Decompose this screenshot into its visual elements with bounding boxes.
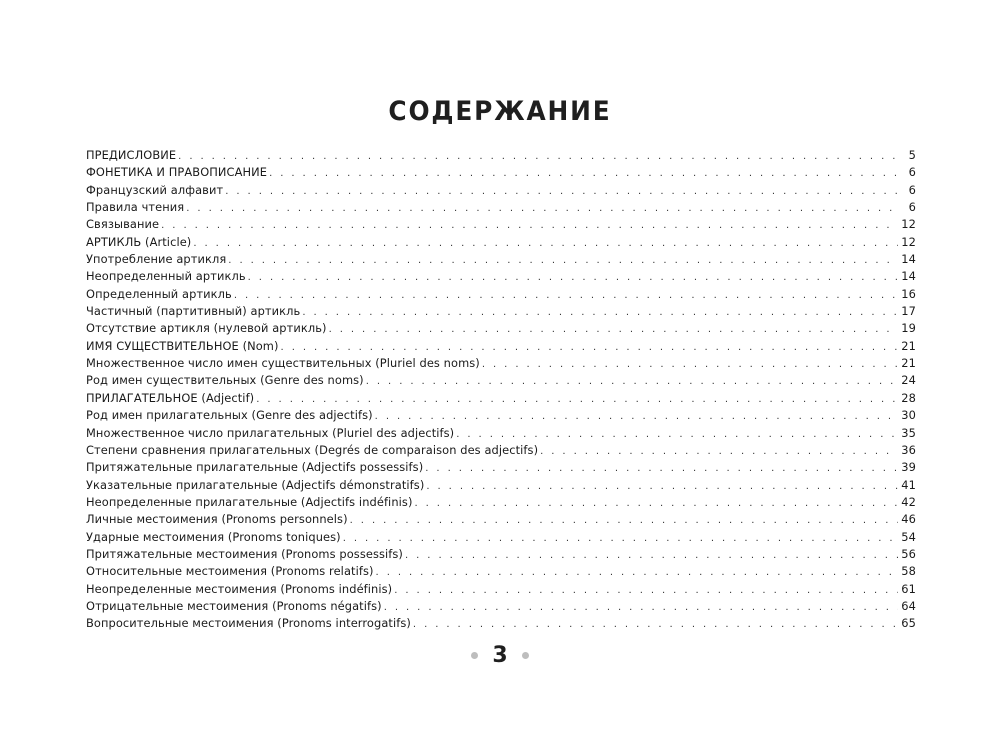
toc-entry[interactable] [86, 390, 916, 407]
toc-entry[interactable] [86, 372, 916, 389]
toc-entry[interactable] [86, 355, 916, 372]
dot-leader [256, 391, 898, 408]
dot-leader [178, 148, 898, 165]
toc-entry-page: 12 [901, 234, 916, 249]
toc-entry-title: Притяжательные прилагательные (Adjectifs possessifs) [86, 460, 424, 475]
toc-entry-page: 41 [901, 477, 916, 492]
toc-entry-page: 5 [908, 148, 916, 162]
toc-entry[interactable] [86, 442, 916, 459]
toc-entry-title: Указательные прилагательные (Adjectifs démonstratifs) [86, 477, 425, 492]
toc-entry-page: 58 [901, 564, 916, 579]
toc-entry-page: 24 [901, 373, 916, 388]
left-dot-ornament [471, 652, 478, 659]
toc-entry[interactable] [86, 529, 916, 546]
dot-leader [366, 373, 898, 390]
toc-entry-title: Неопределенные прилагательные (Adjectifs indéfinis) [86, 494, 413, 509]
table-of-contents [86, 147, 916, 633]
toc-entry[interactable] [86, 199, 916, 216]
toc-entry[interactable] [86, 147, 916, 164]
toc-entry-title: Употребление артикля [86, 252, 227, 267]
toc-entry-title: Множественное число имен существительных (Pluriel des noms) [86, 356, 480, 371]
toc-entry[interactable] [86, 407, 916, 424]
toc-entry-page: 6 [908, 165, 916, 180]
dot-leader [350, 512, 898, 529]
toc-entry[interactable] [86, 182, 916, 199]
toc-entry[interactable] [86, 563, 916, 580]
toc-entry-page: 14 [901, 269, 916, 284]
dot-leader [329, 321, 898, 338]
page-title: СОДЕРЖАНИЕ [388, 96, 612, 127]
dot-leader [384, 599, 898, 616]
toc-entry-page: 46 [901, 512, 916, 527]
toc-entry-title: Род имен прилагательных (Genre des adjectifs) [86, 408, 373, 423]
toc-entry-page: 42 [901, 494, 916, 509]
dot-leader [426, 478, 898, 495]
toc-entry[interactable] [86, 216, 916, 233]
toc-entry-title: Относительные местоимения (Pronoms relatifs) [86, 564, 374, 579]
toc-entry-title: Французский алфавит [86, 182, 224, 197]
dot-leader [281, 339, 898, 356]
dot-leader [405, 547, 898, 564]
toc-entry-title: Неопределенный артикль [86, 269, 246, 284]
toc-entry[interactable] [86, 615, 916, 632]
dot-leader [186, 200, 898, 217]
dot-leader [376, 564, 898, 581]
toc-entry[interactable] [86, 268, 916, 285]
dot-leader [302, 304, 898, 321]
dot-leader [413, 616, 898, 633]
dot-leader [248, 269, 898, 286]
toc-entry-title: Множественное число прилагательных (Pluriel des adjectifs) [86, 425, 455, 440]
dot-leader [375, 408, 898, 425]
toc-entry-page: 28 [901, 390, 916, 405]
toc-entry-title: Отсутствие артикля (нулевой артикль) [86, 321, 327, 336]
toc-entry-page: 21 [901, 338, 916, 353]
dot-leader [225, 183, 898, 200]
toc-entry-title: Частичный (партитивный) артикль [86, 304, 301, 319]
toc-entry-page: 6 [908, 182, 916, 197]
dot-leader [425, 460, 898, 477]
toc-entry[interactable] [86, 164, 916, 181]
toc-entry-title: Притяжательные местоимения (Pronoms possessifs) [86, 546, 403, 561]
dot-leader [540, 443, 898, 460]
dot-leader [394, 582, 898, 599]
toc-entry-page: 6 [908, 200, 916, 215]
toc-entry-page: 30 [901, 408, 916, 423]
dot-leader [228, 252, 898, 269]
toc-entry-title: Ударные местоимения (Pronoms toniques) [86, 529, 341, 544]
toc-entry-title: ИМЯ СУЩЕСТВИТЕЛЬНОЕ (Nom) [86, 338, 279, 353]
toc-entry-page: 17 [901, 304, 916, 319]
toc-entry-title: Род имен существительных (Genre des noms) [86, 373, 364, 388]
toc-entry-page: 65 [901, 616, 916, 631]
toc-entry-title: Связывание [86, 217, 160, 232]
toc-entry[interactable] [86, 581, 916, 598]
toc-entry-page: 54 [901, 529, 916, 544]
toc-entry[interactable] [86, 425, 916, 442]
toc-entry-page: 35 [901, 425, 916, 440]
toc-entry[interactable] [86, 303, 916, 320]
toc-entry[interactable] [86, 338, 916, 355]
dot-leader [482, 356, 898, 373]
dot-leader [343, 530, 898, 547]
toc-entry[interactable] [86, 459, 916, 476]
page-number: 3 [492, 643, 508, 668]
toc-entry[interactable] [86, 546, 916, 563]
toc-entry-page: 64 [901, 598, 916, 613]
dot-leader [193, 235, 898, 252]
toc-entry-title: ФОНЕТИКА И ПРАВОПИСАНИЕ [86, 165, 268, 180]
toc-entry-page: 21 [901, 356, 916, 371]
toc-entry[interactable] [86, 511, 916, 528]
dot-leader [234, 287, 898, 304]
toc-entry-page: 61 [901, 581, 916, 596]
toc-entry-title: Вопросительные местоимения (Pronoms interrogatifs) [86, 616, 411, 631]
toc-entry[interactable] [86, 598, 916, 615]
toc-entry[interactable] [86, 320, 916, 337]
toc-entry[interactable] [86, 477, 916, 494]
dot-leader [161, 217, 898, 234]
toc-entry[interactable] [86, 286, 916, 303]
dot-leader [269, 165, 898, 182]
toc-entry-title: Неопределенные местоимения (Pronoms indéfinis) [86, 581, 393, 596]
toc-entry-title: Отрицательные местоимения (Pronoms négatifs) [86, 598, 382, 613]
toc-entry-page: 19 [901, 321, 916, 336]
toc-entry-title: Определенный артикль [86, 286, 232, 301]
toc-entry-title: Правила чтения [86, 200, 185, 215]
dot-leader [456, 426, 898, 443]
dot-leader [414, 495, 898, 512]
toc-entry-page: 12 [901, 217, 916, 232]
page-footer [0, 643, 1000, 668]
toc-entry-title: Степени сравнения прилагательных (Degrés de comparaison des adjectifs) [86, 442, 539, 457]
toc-entry-title: АРТИКЛЬ (Article) [86, 234, 192, 249]
toc-entry-title: Личные местоимения (Pronoms personnels) [86, 512, 348, 527]
toc-entry-page: 56 [901, 546, 916, 561]
toc-entry[interactable] [86, 251, 916, 268]
toc-entry-title: ПРЕДИСЛОВИЕ [86, 148, 177, 162]
toc-entry-page: 36 [901, 442, 916, 457]
toc-entry-title: ПРИЛАГАТЕЛЬНОЕ (Adjectif) [86, 390, 255, 405]
toc-entry-page: 14 [901, 252, 916, 267]
toc-entry[interactable] [86, 494, 916, 511]
toc-entry-page: 16 [901, 286, 916, 301]
toc-entry[interactable] [86, 234, 916, 251]
toc-entry-page: 39 [901, 460, 916, 475]
right-dot-ornament [522, 652, 529, 659]
